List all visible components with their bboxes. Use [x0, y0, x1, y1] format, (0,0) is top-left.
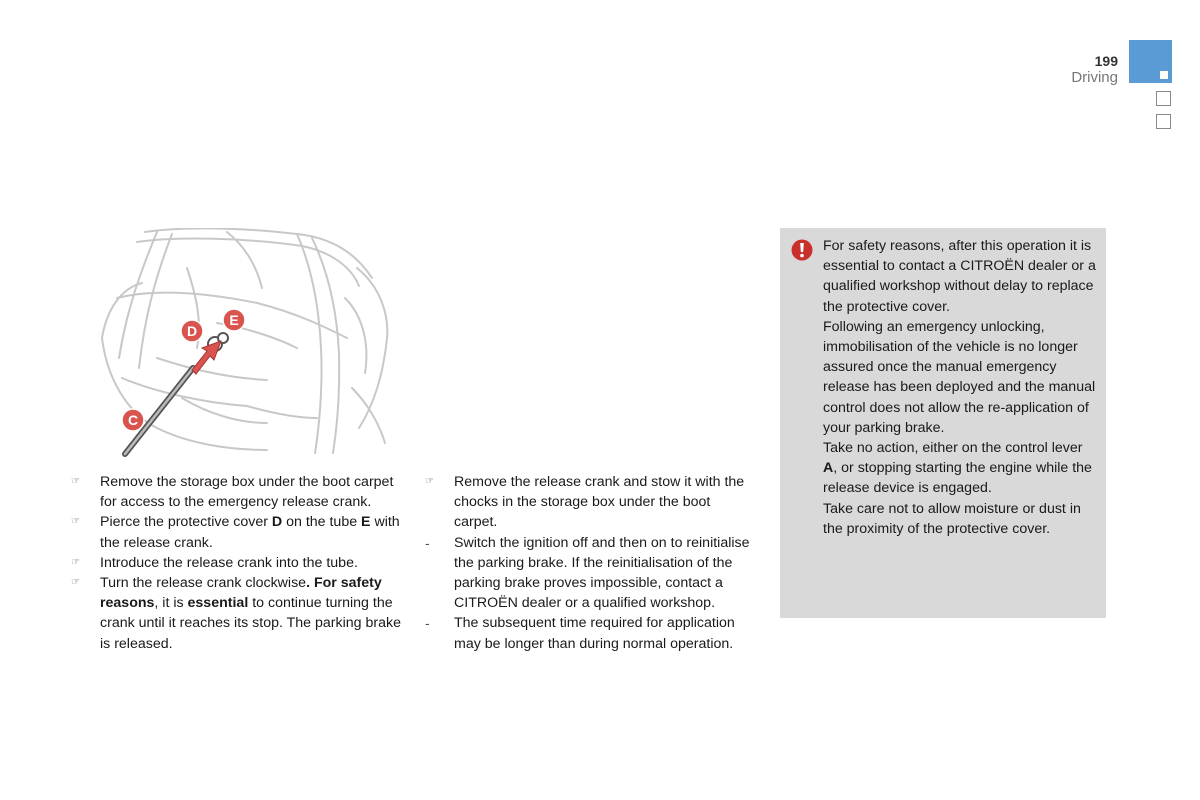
pointing-hand-icon: ☞: [71, 556, 80, 568]
step-item: [71, 553, 406, 573]
text-run: Pierce the protective cover: [100, 514, 272, 531]
dash-bullet: -: [425, 534, 430, 551]
figure-label-e: E: [229, 312, 239, 328]
bold-run: D: [271, 514, 283, 531]
warning-paragraph: Following an emergency unlocking, immobilisation of the vehicle is no longer assured once the manual emergency release has been deployed and the manual control does not allow the re-application of your parking brake.: [823, 318, 1096, 436]
middle-column: [425, 472, 755, 654]
bold-run: essential: [187, 595, 249, 612]
dash-text: Switch the ignition off and then on to reinitialise the parking brake. If the reinitialisation of the parking brake proves impossible, contact a CITROËN dealer or a qualified workshop.: [454, 534, 750, 612]
warning-paragraph: Take care not to allow moisture or dust in the proximity of the protective cover.: [823, 500, 1081, 537]
step-item: [425, 472, 755, 533]
step-text: Remove the storage box under the boot carpet for access to the emergency release crank.: [100, 474, 394, 511]
warning-paragraph: [823, 438, 1098, 499]
text-run: on the tube: [282, 514, 362, 531]
chapter-tab-box: [1156, 91, 1171, 106]
chapter-tab-active: [1129, 40, 1172, 83]
step-text: [100, 575, 401, 652]
pointing-hand-icon: ☞: [71, 577, 80, 589]
dash-item: [425, 533, 755, 614]
warning-paragraph: For safety reasons, after this operation it is essential to contact a CITROËN dealer or a qualified workshop without delay to replace the protective cover.: [823, 238, 1096, 315]
text-run: Take no action, either on the control lever: [823, 440, 1083, 457]
text-run: , it is: [154, 595, 188, 612]
tab-dot: [1160, 71, 1168, 79]
figure-label-d: D: [186, 323, 198, 339]
pointing-hand-icon: ☞: [425, 476, 434, 487]
figure-label-c: C: [127, 412, 139, 428]
dash-text: The subsequent time required for application may be longer than during normal operation.: [454, 615, 735, 652]
bold-run: E: [361, 514, 371, 531]
text-run: , or stopping starting the engine while the release device is engaged.: [823, 460, 1092, 497]
step-text: Remove the release crank and stow it with the chocks in the storage box under the boot carpet.: [454, 474, 745, 531]
warning-text: [823, 236, 1098, 539]
dash-bullet: -: [425, 615, 430, 632]
safety-warning-box: [780, 228, 1106, 618]
text-run: to continue turning the crank until it reaches its stop. The parking brake is released.: [100, 595, 401, 652]
pointing-hand-icon: ☞: [71, 476, 80, 487]
chapter-tab-box: [1156, 114, 1171, 129]
pointing-hand-icon: ☞: [71, 516, 80, 528]
bold-run: A: [823, 460, 834, 477]
step-item: [71, 472, 406, 512]
text-run: Turn the release crank clockwise: [100, 575, 307, 592]
step-item: [71, 573, 406, 654]
page-number: 199: [1094, 53, 1118, 69]
text-run: with the release crank.: [100, 514, 400, 551]
dash-item: [425, 613, 755, 653]
left-column: [71, 472, 406, 654]
bold-run: . For safety reasons: [100, 575, 382, 612]
section-title: Driving: [1071, 69, 1118, 86]
emergency-release-illustration: [97, 228, 397, 458]
step-text: Introduce the release crank into the tube.: [100, 554, 358, 571]
step-text: [100, 514, 400, 550]
exclamation-warning-icon: [791, 239, 813, 261]
step-item: [71, 512, 406, 552]
